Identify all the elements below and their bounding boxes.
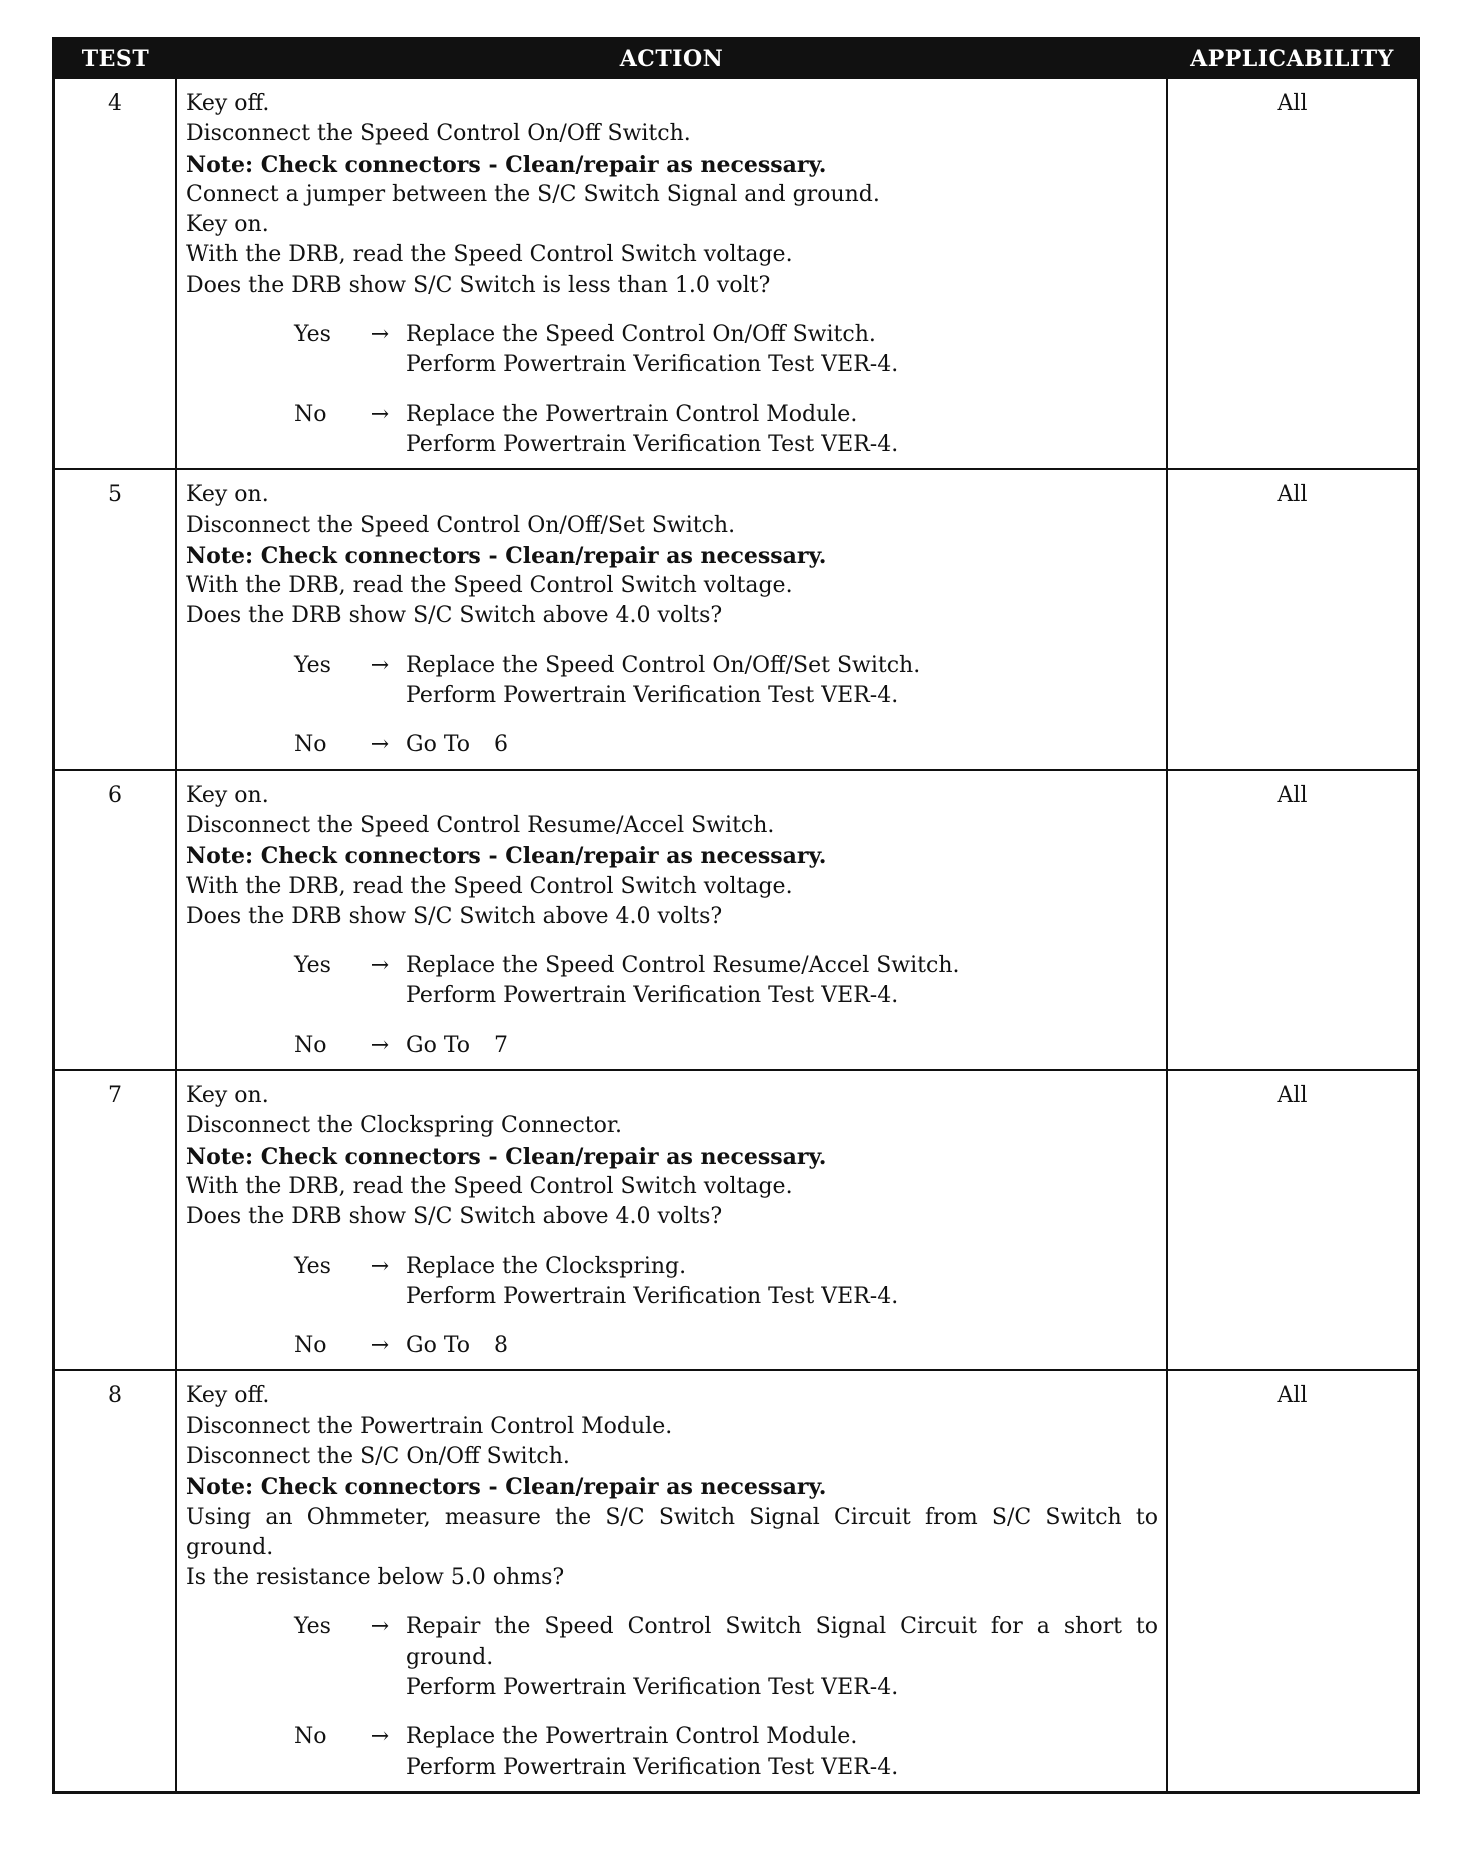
action-step: Key on. <box>186 482 269 508</box>
yes-result <box>406 1252 1158 1313</box>
diagnostic-table-frame <box>52 37 1420 1794</box>
table-row <box>55 770 1417 1070</box>
yes-result <box>406 320 1158 381</box>
table-row <box>55 1070 1417 1370</box>
action-step: Key on. <box>186 1083 269 1109</box>
action-step: Does the DRB show S/C Switch above 4.0 volts? <box>186 603 723 629</box>
result-line: Repair the Speed Control Switch Signal Circuit for a short to ground. <box>406 1614 1158 1670</box>
arrow-icon: → <box>370 1614 390 1640</box>
action-step: Does the DRB show S/C Switch is less than 1.0 volt? <box>186 272 771 298</box>
action-step: With the DRB, read the Speed Control Switch voltage. <box>186 873 793 899</box>
yes-label: Yes <box>294 1253 331 1279</box>
arrow-icon: → <box>370 322 390 348</box>
arrow-icon: → <box>370 1253 390 1279</box>
test-number: 4 <box>55 79 176 470</box>
note-text: Note: Check connectors - Clean/repair as necessary. <box>186 542 827 569</box>
action-step: With the DRB, read the Speed Control Switch voltage. <box>186 242 793 268</box>
no-outcome <box>186 730 1158 760</box>
action-step: Key on. <box>186 782 269 808</box>
header-applicability: APPLICABILITY <box>1167 40 1417 79</box>
applicability-cell: All <box>1167 469 1417 769</box>
arrow-icon: → <box>370 652 390 678</box>
yes-outcome <box>186 951 1158 1012</box>
test-number: 8 <box>55 1370 176 1791</box>
yes-result <box>406 651 1158 712</box>
goto-label: Go To <box>406 732 471 758</box>
yes-result <box>406 951 1158 1012</box>
result-line: Replace the Speed Control On/Off Switch. <box>406 322 876 348</box>
result-line: Replace the Speed Control Resume/Accel Switch. <box>406 953 960 979</box>
goto-test-number: 6 <box>494 732 509 758</box>
result-line: Perform Powertrain Verification Test VER-4. <box>406 431 899 457</box>
yes-label: Yes <box>294 652 331 678</box>
test-number: 7 <box>55 1070 176 1370</box>
no-result <box>406 730 1158 760</box>
no-outcome <box>186 1031 1158 1061</box>
applicability-cell: All <box>1167 770 1417 1070</box>
action-step: With the DRB, read the Speed Control Switch voltage. <box>186 1173 793 1199</box>
action-step: Does the DRB show S/C Switch above 4.0 volts? <box>186 1204 723 1230</box>
result-line: Perform Powertrain Verification Test VER-4. <box>406 983 899 1009</box>
yes-label: Yes <box>294 322 331 348</box>
action-cell <box>176 469 1167 769</box>
no-result <box>406 400 1158 461</box>
action-step: Key off. <box>186 1383 270 1409</box>
result-line: Replace the Powertrain Control Module. <box>406 1724 858 1750</box>
goto-test-number: 7 <box>494 1032 509 1058</box>
applicability-cell: All <box>1167 1370 1417 1791</box>
result-line: Perform Powertrain Verification Test VER-4. <box>406 1283 899 1309</box>
action-step: Using an Ohmmeter, measure the S/C Switch Signal Circuit from S/C Switch to ground. <box>186 1504 1158 1560</box>
table-header-row <box>55 40 1417 79</box>
note-text: Note: Check connectors - Clean/repair as necessary. <box>186 151 827 178</box>
table-row <box>55 469 1417 769</box>
diagnostic-test-table <box>55 40 1417 1791</box>
action-step: Disconnect the Clockspring Connector. <box>186 1113 622 1139</box>
no-label: No <box>294 1032 327 1058</box>
table-row <box>55 79 1417 470</box>
goto-step <box>406 1031 1158 1061</box>
arrow-icon: → <box>370 1333 390 1359</box>
no-outcome <box>186 400 1158 461</box>
action-step: Connect a jumper between the S/C Switch Signal and ground. <box>186 181 880 207</box>
header-test: TEST <box>55 40 176 79</box>
no-result <box>406 1031 1158 1061</box>
goto-label: Go To <box>406 1333 471 1359</box>
no-label: No <box>294 732 327 758</box>
applicability-cell: All <box>1167 1070 1417 1370</box>
no-outcome <box>186 1722 1158 1783</box>
goto-label: Go To <box>406 1032 471 1058</box>
result-line: Replace the Speed Control On/Off/Set Switch. <box>406 652 921 678</box>
table-row <box>55 1370 1417 1791</box>
applicability-cell: All <box>1167 79 1417 470</box>
action-cell <box>176 79 1167 470</box>
no-label: No <box>294 401 327 427</box>
yes-outcome <box>186 651 1158 712</box>
yes-label: Yes <box>294 953 331 979</box>
yes-outcome <box>186 1612 1158 1703</box>
no-label: No <box>294 1333 327 1359</box>
action-step: Disconnect the Powertrain Control Module. <box>186 1413 673 1439</box>
result-line: Perform Powertrain Verification Test VER-4. <box>406 1675 899 1701</box>
note-text: Note: Check connectors - Clean/repair as necessary. <box>186 1474 827 1501</box>
note-text: Note: Check connectors - Clean/repair as necessary. <box>186 1143 827 1170</box>
action-step: Key on. <box>186 212 269 238</box>
no-outcome <box>186 1331 1158 1361</box>
result-line: Perform Powertrain Verification Test VER-4. <box>406 683 899 709</box>
test-number: 6 <box>55 770 176 1070</box>
no-label: No <box>294 1724 327 1750</box>
result-line: Perform Powertrain Verification Test VER-4. <box>406 1754 899 1780</box>
goto-step <box>406 1331 1158 1361</box>
result-line: Replace the Powertrain Control Module. <box>406 401 858 427</box>
action-step: Disconnect the Speed Control On/Off/Set Switch. <box>186 512 736 538</box>
action-step: Is the resistance below 5.0 ohms? <box>186 1565 565 1591</box>
yes-result <box>406 1612 1158 1703</box>
result-line: Perform Powertrain Verification Test VER-4. <box>406 352 899 378</box>
yes-label: Yes <box>294 1614 331 1640</box>
no-result <box>406 1722 1158 1783</box>
yes-outcome <box>186 320 1158 381</box>
test-number: 5 <box>55 469 176 769</box>
action-step: With the DRB, read the Speed Control Switch voltage. <box>186 573 793 599</box>
arrow-icon: → <box>370 1724 390 1750</box>
action-step: Disconnect the Speed Control Resume/Accel Switch. <box>186 812 775 838</box>
action-step: Disconnect the Speed Control On/Off Switch. <box>186 121 691 147</box>
action-step: Disconnect the S/C On/Off Switch. <box>186 1443 570 1469</box>
action-step: Key off. <box>186 91 270 116</box>
action-step: Does the DRB show S/C Switch above 4.0 volts? <box>186 903 723 929</box>
action-cell <box>176 1370 1167 1791</box>
arrow-icon: → <box>370 401 390 427</box>
header-action: ACTION <box>176 40 1167 79</box>
result-line: Replace the Clockspring. <box>406 1253 687 1279</box>
yes-outcome <box>186 1252 1158 1313</box>
arrow-icon: → <box>370 732 390 758</box>
no-result <box>406 1331 1158 1361</box>
action-cell <box>176 770 1167 1070</box>
goto-step <box>406 730 1158 760</box>
action-cell <box>176 1070 1167 1370</box>
arrow-icon: → <box>370 953 390 979</box>
goto-test-number: 8 <box>494 1333 509 1359</box>
arrow-icon: → <box>370 1032 390 1058</box>
note-text: Note: Check connectors - Clean/repair as necessary. <box>186 843 827 870</box>
